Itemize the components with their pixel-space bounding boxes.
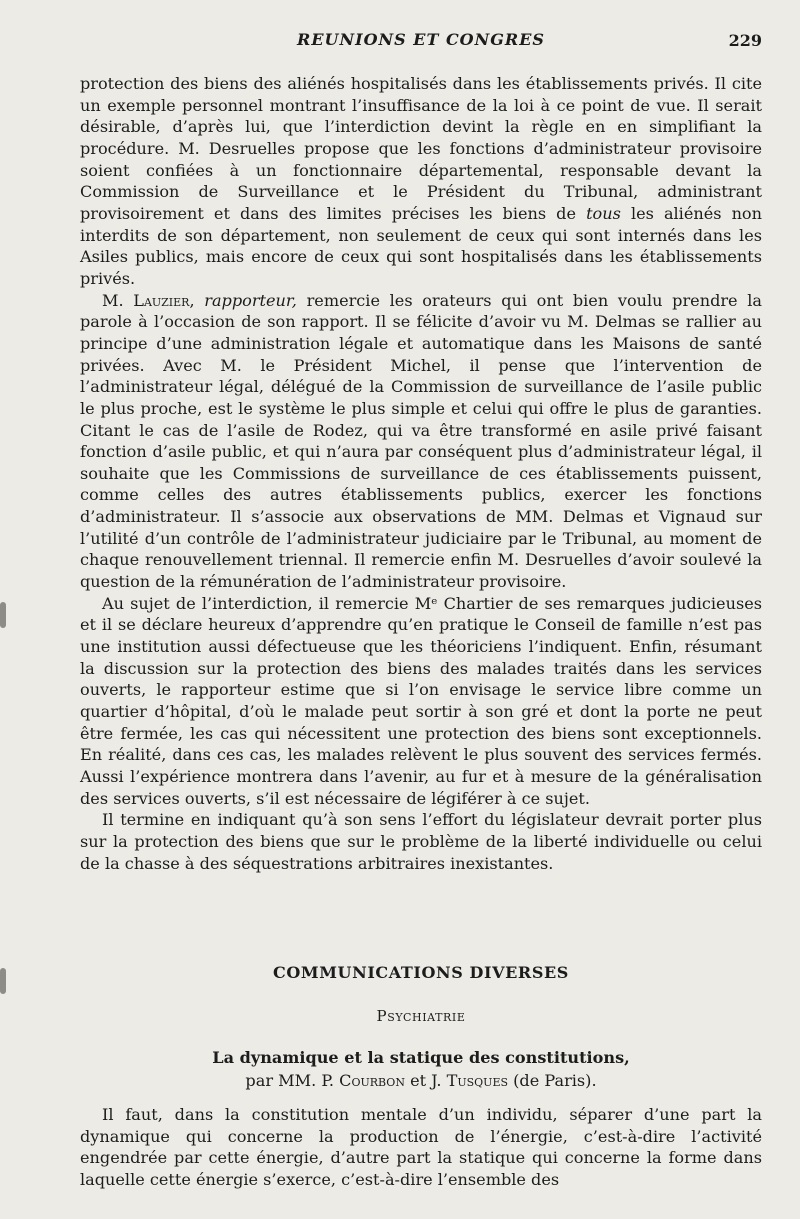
page-number: 229 <box>728 31 762 50</box>
paragraph: Au sujet de l’interdiction, il remercie Mᵉ Chartier de ses remarques judicieuses et il se déclare heureux d’apprendre qu’en pratique le Conseil de famille n’est pas une institution aussi défectueuse que les théoriciens l’indiquent. Enfin, résumant la discussion sur la protection des biens des malades traités dans les services ouverts, le rapporteur estime que si l’on envisage le service libre comme un quartier d’hôpital, d’où le malade peut sortir à son gré et dont la porte ne peut être fermée, les cas qui nécessitent une protection des biens sont exceptionnels. En réalité, dans ces cas, les malades relèvent le plus souvent des services fermés. Aussi l’expérience montrera dans l’avenir, au fur et à mesure de la généralisation des services ouverts, s’il est nécessaire de légiférer à ce sujet. <box>80 593 762 808</box>
binding-mark <box>0 968 6 994</box>
running-head <box>80 30 762 54</box>
author-name: Courbon <box>339 1071 405 1090</box>
speaker-name: M. Lauzier, <box>102 290 195 310</box>
emphasis: tous <box>586 203 621 223</box>
paragraph: Il termine en indiquant qu’à son sens l’effort du législateur devrait porter plus sur la protection des biens que sur le problème de la liberté individuelle ou celui de la chasse à des séquestrations arbitraires inexistantes. <box>80 810 762 873</box>
running-title: REUNIONS ET CONGRES <box>297 30 545 49</box>
article-title: La dynamique et la statique des constitutions, <box>212 1048 630 1067</box>
author-name: Tusques <box>446 1071 509 1090</box>
speaker-role: rapporteur, <box>204 290 297 310</box>
subsection-heading: Psychiatrie <box>376 1007 466 1025</box>
paragraph: M. Lauzier, rapporteur, remercie les orateurs qui ont bien voulu prendre la parole à l’occasion de son rapport. Il se félicite d’avoir vu M. Delmas se rallier au principe d’une administration légale et automatique dans les Maisons de santé privées. Avec M. le Président Michel, il pense que l’intervention de l’administrateur légal, délégué de la Commission de surveillance de l’asile public le plus proche, est le système le plus simple et celui qui offre le plus de garanties. Citant le cas de l’asile de Rodez, qui va être transformé en asile privé faisant fonction d’asile public, et qui n’aura par conséquent plus d’administrateur légal, il souhaite que les Commissions de surveillance de ces établissements puissent, comme celles des autres établissements publics, exercer les fonctions d’administrateur. Il s’associe aux observations de MM. Delmas et Vignaud sur l’utilité d’un contrôle de l’administrateur judiciaire par le Tribunal, au moment de chaque renouvellement triennal. Il remercie enfin M. Desruelles d’avoir soulevé la question de la rémunération de l’administrateur provisoire. <box>80 290 762 592</box>
paragraph: protection des biens des aliénés hospitalisés dans les établissements privés. Il cite un exemple personnel montrant l’insuffisance de la loi à ce point de vue. Il serait désirable, d’après lui, que l’interdiction devint la règle en en simplifiant la procédure. M. Desruelles propose que les fonctions d’administrateur provisoire soient confiées à un fonctionnaire départemental, responsable devant la Commission de Surveillance et le Président du Tribunal, administrant provisoirement et dans des limites précises les biens de tous les aliénés non interdits de son département, non seulement de ceux qui sont internés dans les Asiles publics, mais encore de ceux qui sont hospitalisés dans les établissements privés. <box>80 74 762 288</box>
section-heading: COMMUNICATIONS DIVERSES <box>273 963 569 982</box>
article-body <box>80 1104 762 1191</box>
paragraph: Il faut, dans la constitution mentale d’un individu, séparer d’une part la dynamique qui concerne la production de l’énergie, c’est-à-dire l’activité engendrée par cette énergie, d’autre part la statique qui concerne la forme dans laquelle cette énergie s’exerce, c’est-à-dire l’ensemble des <box>80 1105 762 1189</box>
body-text <box>80 73 762 874</box>
binding-mark <box>0 602 6 628</box>
article-authors: par MM. P. Courbon et J. Tusques (de Paris). <box>245 1071 597 1090</box>
